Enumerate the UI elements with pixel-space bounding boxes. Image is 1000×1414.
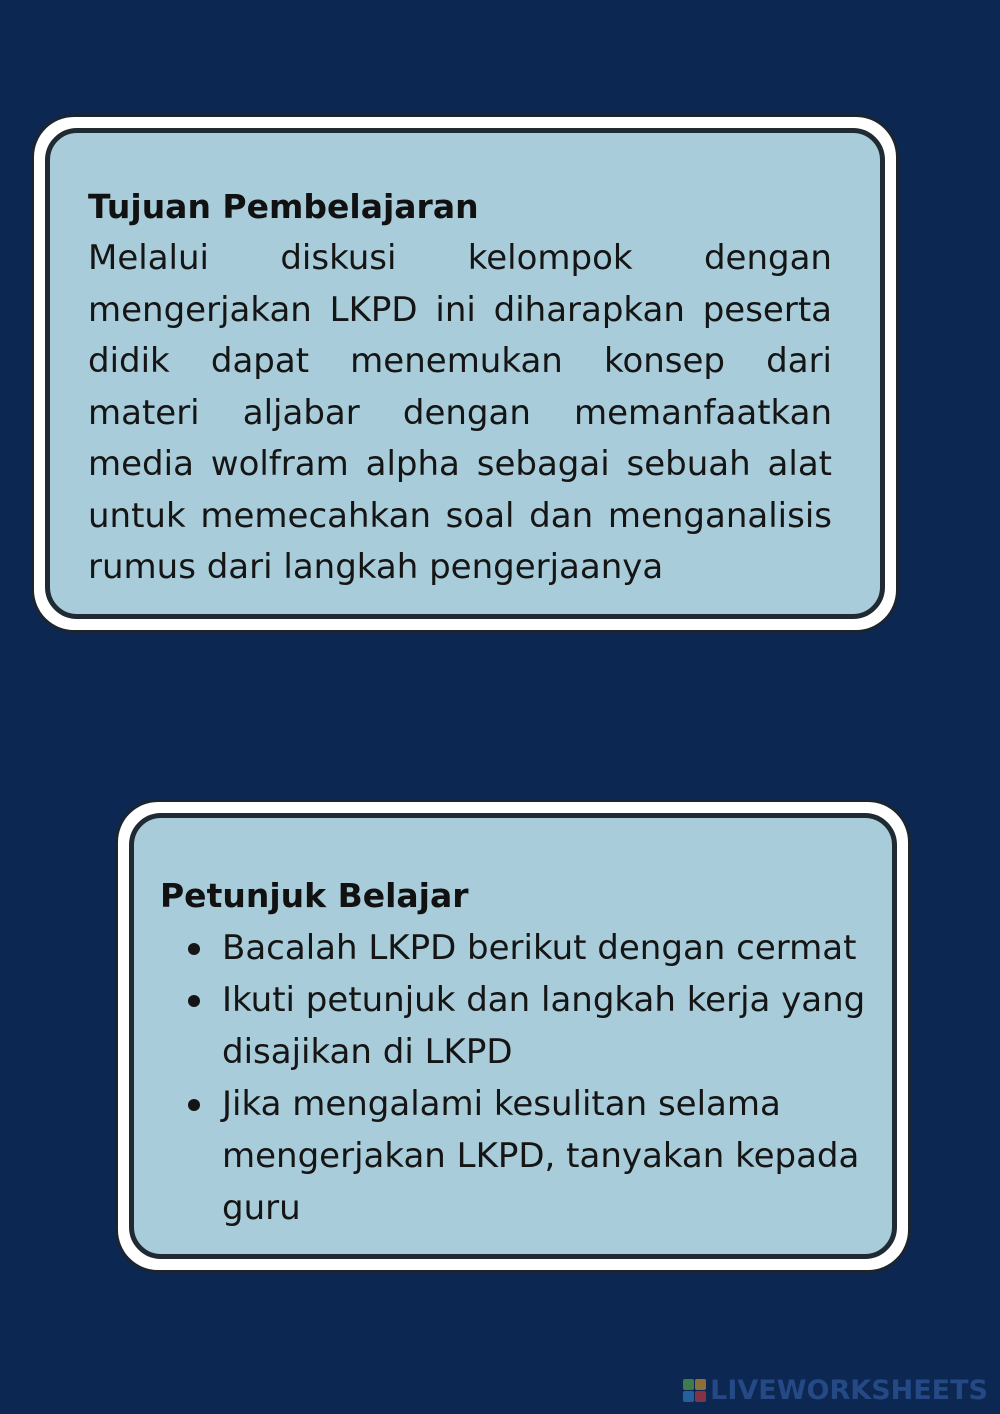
logo-square [695, 1391, 706, 1402]
logo-square [695, 1379, 706, 1390]
tujuan-card-inner [45, 128, 885, 619]
petunjuk-content [160, 870, 890, 1234]
list-item-text: Ikuti petunjuk dan langkah kerja yang disajikan di LKPD [222, 980, 866, 1072]
tujuan-title: Tujuan Pembelajaran [88, 187, 479, 226]
petunjuk-title: Petunjuk Belajar [160, 876, 469, 915]
petunjuk-card [118, 802, 908, 1270]
tujuan-content [88, 181, 832, 594]
bullet-icon [188, 1099, 200, 1111]
liveworksheets-watermark [683, 1375, 988, 1406]
tujuan-card [34, 117, 896, 630]
petunjuk-list [160, 922, 890, 1234]
watermark-text: LIVEWORKSHEETS [710, 1375, 988, 1406]
petunjuk-card-inner [129, 813, 897, 1259]
list-item [222, 974, 890, 1078]
list-item-text: Bacalah LKPD berikut dengan cermat [222, 928, 857, 968]
tujuan-body: Melalui diskusi kelompok dengan mengerjakan LKPD ini diharapkan peserta didik dapat menemukan konsep dari materi aljabar dengan memanfaatkan media wolfram alpha sebagai sebuah alat untuk memecahkan soal dan menganalisis rumus dari langkah pengerjaanya [88, 238, 832, 587]
bullet-icon [188, 943, 200, 955]
logo-square [683, 1391, 694, 1402]
list-item [222, 922, 890, 974]
logo-square [683, 1379, 694, 1390]
list-item-text: Jika mengalami kesulitan selama mengerjakan LKPD, tanyakan kepada guru [222, 1084, 860, 1228]
list-item [222, 1078, 890, 1234]
liveworksheets-logo-icon [683, 1379, 706, 1402]
bullet-icon [188, 995, 200, 1007]
